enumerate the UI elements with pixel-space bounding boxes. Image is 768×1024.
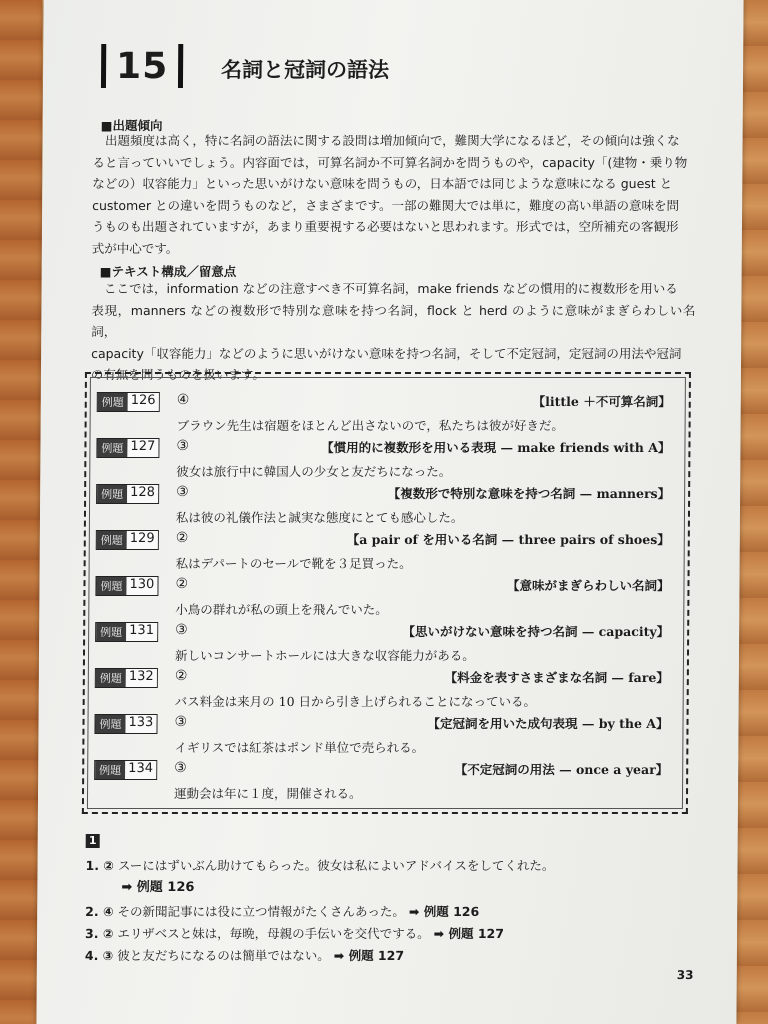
exercise-number: 4. ③: [84, 948, 114, 963]
structure-line: の有無を問うものを扱います。: [90, 367, 266, 382]
example-answer: ②: [174, 668, 188, 684]
chapter-header: [101, 44, 183, 88]
example-answer: ②: [175, 530, 189, 546]
example-answer: ②: [175, 576, 189, 592]
example-number: 129: [127, 531, 158, 549]
example-number: 126: [128, 393, 159, 411]
exercise-number: 2. ④: [85, 904, 114, 919]
trend-line: customer との違いを問うものなど，さまざまです。一部の難関大では単に，難度の高い単語の意味を問: [92, 197, 680, 213]
exercise-ref: ➡ 例題 127: [433, 926, 505, 941]
exercise-item-3: [85, 924, 504, 942]
structure-line: ここでは，information などの注意すべき不可算名詞，make friends などの慣用的に複数形を用いる: [104, 281, 678, 296]
example-number: 132: [126, 669, 157, 687]
example-answer: ③: [175, 622, 188, 638]
example-translation: 運動会は年に１度，開催される。: [173, 786, 362, 801]
example-translation: 私はデパートのセールで靴を３足買った。: [175, 556, 412, 571]
example-tag: [95, 668, 158, 688]
example-tag: [94, 760, 157, 780]
example-answer: ④: [176, 392, 190, 408]
exercise-text: 彼と友だちになるのは簡単ではない。: [117, 948, 330, 963]
trend-line: ると言っていいでしょう。内容面では，可算名詞か不可算名詞かを問うものや，capacity「(建物・乗り物: [92, 154, 688, 170]
exercise-text: その新聞記事には役に立つ情報がたくさんあった。: [117, 904, 406, 919]
trend-line: うものも出題されていますが，あまり重要視する必要はないと思われます。形式では，空所補充の客観形: [91, 219, 679, 234]
example-grammar: 【思いがけない意味を持つ名詞 — capacity】: [402, 624, 670, 639]
example-tag: [95, 576, 158, 596]
exercise-item-4: [85, 946, 404, 964]
example-number: 131: [126, 623, 157, 641]
example-translation: ブラウン先生は宿題をほとんど出さないので，私たちは彼が好きだ。: [176, 418, 564, 433]
example-tag-label: 例題: [97, 485, 127, 503]
trend-line: などの）収容能力」といった思いがけない意味を問うもの，日本語では同じような意味になる guest と: [92, 176, 673, 191]
wood-background-left: [0, 0, 42, 1024]
exercise-item-2: [85, 902, 479, 920]
exercise-label: 1: [86, 834, 100, 848]
example-tag: [96, 530, 159, 550]
chapter-bar-left: [101, 44, 106, 88]
example-grammar: 【意味がまぎらわしい名詞】: [506, 578, 670, 593]
example-translation: 私は彼の礼儀作法と誠実な態度にとても感心した。: [175, 510, 464, 525]
example-tag-label: 例題: [97, 439, 127, 457]
trend-line: 出題頻度は高く，特に名詞の語法に関する設問は増加傾向で，難関大学になるほど，その傾向は強くな: [105, 133, 680, 148]
structure-paragraph: [91, 278, 696, 386]
example-translation: イギリスでは紅茶はポンド単位で売られる。: [174, 740, 425, 755]
chapter-number: 15: [115, 45, 169, 87]
structure-line: 表現，manners などの複数形で特別な意味を持つ名詞，flock と herd のように意味がまぎらわしい名詞，: [91, 302, 696, 339]
example-tag-label: 例題: [98, 393, 128, 411]
example-answer: ③: [176, 484, 189, 500]
example-tag: [95, 622, 158, 642]
exercise-item-1: [85, 856, 554, 874]
example-tag: [96, 484, 159, 504]
example-number: 130: [126, 577, 157, 595]
example-translation: 彼女は旅行中に韓国人の少女と友だちになった。: [176, 464, 452, 479]
exercise-text: スーにはずいぶん助けてもらった。彼女は私によいアドバイスをしてくれた。: [117, 858, 555, 873]
trend-paragraph: [92, 130, 697, 259]
exercise-ref: ➡ 例題 127: [333, 948, 405, 963]
example-grammar: 【慣用的に複数形を用いる表現 — make friends with A】: [321, 440, 671, 455]
example-tag: [97, 392, 160, 412]
page-number: 33: [676, 968, 694, 982]
chapter-bar-right: [178, 44, 183, 88]
example-translation: 新しいコンサートホールには大きな収容能力がある。: [174, 648, 475, 663]
example-grammar: 【複数形で特別な意味を持つ名詞 — manners】: [387, 486, 671, 501]
example-grammar: 【little ＋不可算名詞】: [532, 394, 671, 409]
trend-line: 式が中心です。: [91, 240, 179, 256]
exercise-1-ref: ➡ 例題 126: [121, 880, 195, 895]
example-tag-label: 例題: [96, 577, 126, 595]
exercise-number: 1. ②: [85, 858, 114, 873]
exercise-text: エリザベスと妹は，毎晩，母親の手伝いを交代でする。: [117, 926, 430, 941]
example-tag: [96, 438, 159, 458]
chapter-title: 名詞と冠詞の語法: [221, 58, 390, 82]
example-translation: バス料金は来月の 10 日から引き上げられることになっている。: [174, 694, 537, 709]
example-answer: ③: [174, 714, 188, 730]
example-number: 127: [127, 439, 158, 457]
example-number: 133: [125, 715, 156, 733]
example-tag-label: 例題: [95, 715, 125, 733]
example-answer: ③: [176, 438, 190, 454]
example-number: 134: [125, 761, 156, 779]
example-grammar: 【料金を表すさまざまな名詞 — fare】: [444, 670, 669, 685]
trend-heading: ■出題傾向: [100, 118, 163, 133]
answers-box: [82, 372, 691, 814]
example-tag: [94, 714, 157, 734]
example-grammar: 【a pair of を用いる名詞 — three pairs of shoes】: [346, 532, 670, 547]
example-tag-label: 例題: [96, 623, 126, 641]
exercise-ref: ➡ 例題 126: [408, 904, 480, 919]
structure-heading: ■テキスト構成／留意点: [99, 264, 237, 279]
structure-line: capacity「収容能力」などのように思いがけない意味を持つ名詞，そして不定冠詞，定冠詞の用法や冠詞: [91, 345, 682, 361]
example-number: 128: [127, 485, 158, 503]
example-grammar: 【定冠詞を用いた成句表現 — by the A】: [427, 716, 669, 731]
example-answer: ③: [174, 760, 187, 776]
exercise-number: 3. ②: [85, 926, 114, 941]
example-tag-label: 例題: [95, 761, 125, 779]
example-grammar: 【不定冠詞の用法 — once a year】: [454, 762, 669, 777]
example-tag-label: 例題: [96, 669, 126, 687]
example-tag-label: 例題: [97, 531, 127, 549]
textbook-page: [36, 0, 743, 1024]
example-translation: 小鳥の群れが私の頭上を飛んでいた。: [175, 602, 388, 617]
